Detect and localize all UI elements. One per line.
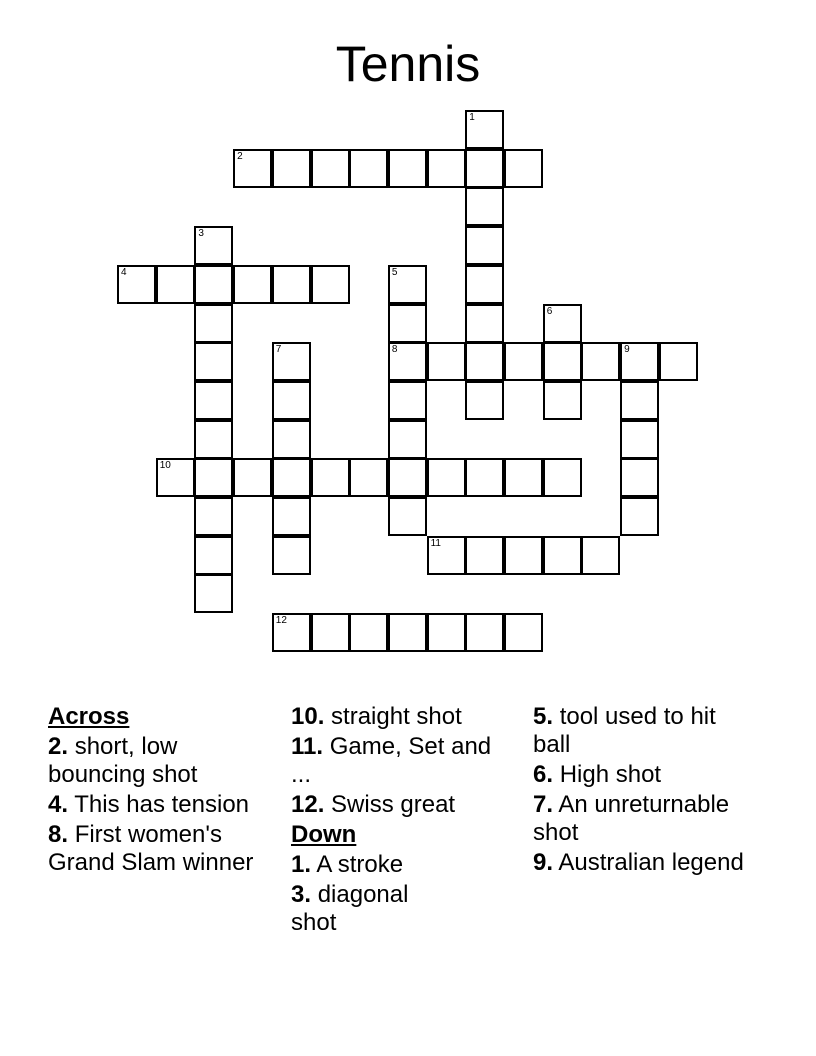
clue-down-1[interactable]: 1. A stroke (291, 851, 404, 878)
grid-cell[interactable] (117, 265, 156, 304)
grid-cell[interactable] (349, 458, 388, 497)
grid-cell[interactable] (388, 304, 427, 343)
grid-cell[interactable] (349, 149, 388, 188)
clue-across-8[interactable]: 8. First women's Grand Slam winner (48, 821, 254, 876)
grid-cell[interactable] (272, 497, 311, 536)
grid-cell[interactable] (388, 342, 427, 381)
grid-cell[interactable] (388, 149, 427, 188)
grid-cell[interactable] (465, 458, 504, 497)
clue-down-7[interactable]: 7. An unreturnable shot (533, 791, 730, 846)
grid-cell[interactable] (465, 613, 504, 652)
grid-cell[interactable] (659, 342, 698, 381)
grid-cell[interactable] (272, 381, 311, 420)
clue-across-12[interactable]: 12. Swiss great (291, 791, 456, 818)
clue-number: 10 (159, 460, 171, 472)
grid-cell[interactable] (194, 497, 233, 536)
grid-cell[interactable] (388, 420, 427, 459)
grid-cell[interactable] (311, 613, 350, 652)
grid-cell[interactable] (311, 265, 350, 304)
clue-across-4[interactable]: 4. This has tension (48, 791, 250, 818)
grid-cell[interactable] (272, 613, 311, 652)
grid-cell[interactable] (543, 536, 582, 575)
clue-down-6[interactable]: 6. High shot (533, 761, 662, 788)
grid-cell[interactable] (349, 613, 388, 652)
grid-cell[interactable] (233, 458, 272, 497)
grid-cell[interactable] (233, 149, 272, 188)
clue-down-3[interactable]: 3. diagonal shot (291, 881, 409, 936)
grid-cell[interactable] (272, 458, 311, 497)
grid-cell[interactable] (388, 613, 427, 652)
clue-number: 3 (198, 228, 204, 240)
grid-cell[interactable] (156, 265, 195, 304)
grid-cell[interactable] (194, 381, 233, 420)
grid-cell[interactable] (504, 613, 543, 652)
clue-number: 8 (391, 344, 398, 356)
grid-cell[interactable] (427, 613, 466, 652)
grid-cell[interactable] (388, 265, 427, 304)
grid-cell[interactable] (388, 497, 427, 536)
grid-cell[interactable] (620, 381, 659, 420)
grid-cell[interactable] (272, 420, 311, 459)
clue-across-11[interactable]: 11. Game, Set and ... (291, 733, 492, 788)
grid-cell[interactable] (272, 536, 311, 575)
grid-cell[interactable] (620, 458, 659, 497)
grid-cell[interactable] (504, 458, 543, 497)
grid-cell[interactable] (504, 536, 543, 575)
grid-cell[interactable] (427, 458, 466, 497)
grid-cell[interactable] (465, 187, 504, 226)
grid-cell[interactable] (156, 458, 195, 497)
clue-down-5[interactable]: 5. tool used to hit ball (533, 703, 716, 758)
puzzle-title: Tennis (335, 36, 481, 92)
grid-cell[interactable] (194, 304, 233, 343)
grid-cell[interactable] (194, 536, 233, 575)
clue-across-2[interactable]: 2. short, low bouncing shot (48, 733, 198, 788)
clue-number: 4 (121, 266, 127, 278)
clue-across-10[interactable]: 10. straight shot (291, 703, 462, 730)
grid-cell[interactable] (581, 342, 620, 381)
clue-number: 2 (237, 150, 243, 162)
grid-cell[interactable] (194, 420, 233, 459)
grid-cell[interactable] (543, 342, 582, 381)
grid-cell[interactable] (620, 420, 659, 459)
grid-cell[interactable] (311, 458, 350, 497)
grid-cell[interactable] (427, 536, 466, 575)
grid-cell[interactable] (465, 110, 504, 149)
grid-cell[interactable] (388, 458, 427, 497)
grid-cell[interactable] (504, 342, 543, 381)
grid-cell[interactable] (465, 304, 504, 343)
grid-cell[interactable] (465, 149, 504, 188)
grid-cell[interactable] (194, 458, 233, 497)
grid-cell[interactable] (388, 381, 427, 420)
grid-cell[interactable] (194, 265, 233, 304)
grid-cell[interactable] (581, 536, 620, 575)
grid-cell[interactable] (543, 381, 582, 420)
clue-number: 6 (546, 305, 553, 317)
grid-cell[interactable] (543, 304, 582, 343)
grid-cell[interactable] (272, 342, 311, 381)
grid-cell[interactable] (465, 226, 504, 265)
clue-column-3 (533, 703, 768, 879)
grid-cell[interactable] (465, 265, 504, 304)
across-heading: Across (48, 703, 130, 730)
grid-cell[interactable] (543, 458, 582, 497)
grid-cell[interactable] (620, 342, 659, 381)
grid-cell[interactable] (465, 536, 504, 575)
down-heading: Down (291, 821, 357, 848)
clue-number: 9 (624, 344, 630, 356)
clue-number: 5 (391, 266, 398, 278)
clue-number: 12 (275, 615, 287, 627)
clue-down-9[interactable]: 9. Australian legend (533, 849, 744, 876)
grid-cell[interactable] (465, 342, 504, 381)
clue-column-1 (48, 703, 273, 879)
clue-number: 7 (275, 344, 282, 356)
clue-number: 1 (469, 112, 475, 123)
grid-cell[interactable] (194, 574, 233, 613)
grid-cell[interactable] (504, 149, 543, 188)
grid-cell[interactable] (194, 226, 233, 265)
grid-cell[interactable] (620, 497, 659, 536)
grid-cell[interactable] (272, 265, 311, 304)
grid-cell[interactable] (465, 381, 504, 420)
grid-cell[interactable] (427, 342, 466, 381)
grid-cell[interactable] (233, 265, 272, 304)
clue-number: 11 (430, 537, 441, 549)
clue-column-2 (291, 703, 506, 939)
grid-cell[interactable] (194, 342, 233, 381)
grid-cell[interactable] (272, 149, 311, 188)
grid-cell[interactable] (311, 149, 350, 188)
grid-cell[interactable] (427, 149, 466, 188)
